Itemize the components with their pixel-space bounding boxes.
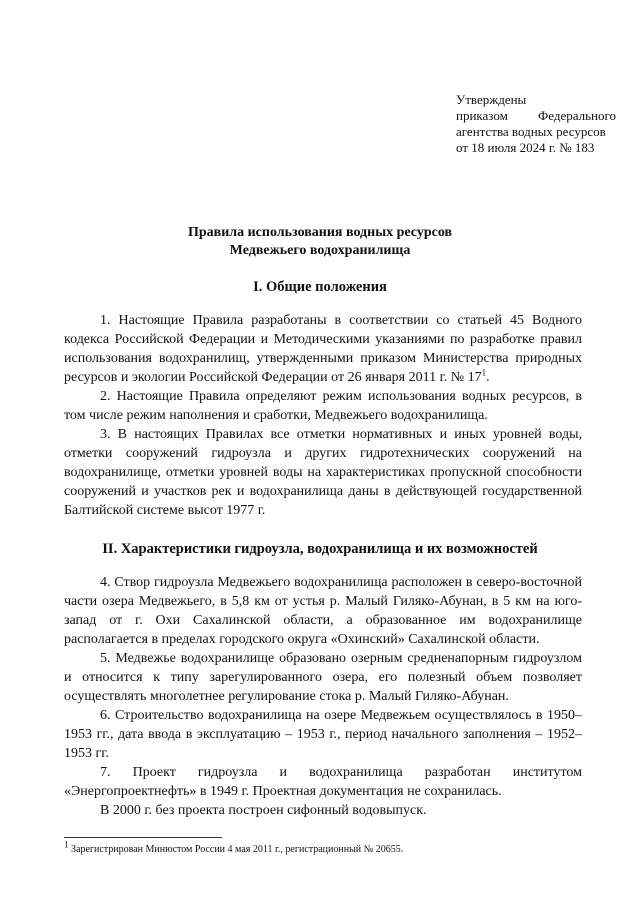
approval-line-4: от 18 июля 2024 г. № 183 [456,140,595,155]
approval-line-1: Утверждены [456,92,527,107]
footnote-mark: 1 [64,839,69,850]
document-title [60,224,580,260]
footnote-reference: 1 [481,367,487,378]
paragraph-1-text: 1. Настоящие Правила разработаны в соответствии со статьей 45 Водного кодекса Российской Федерации и Методическими указаниями по разработке правил использования водохранилищ, утвержденными приказом Министерства природных ресурсов и экологии Российской Федерации от 26 января 2011 г. № 17 [64,313,582,385]
document-title-line-1: Правила использования водных ресурсов [187,225,453,240]
paragraph-7: 7. Проект гидроузла и водохранилища разработан институтом «Энергопроектнефть» в 1949 г. Проектная документация не сохранилась. [64,765,582,799]
section-1-heading: I. Общие положения [253,279,387,295]
paragraph-6: 6. Строительство водохранилища на озере Медвежьем осуществлялось в 1950–1953 гг., дата ввода в эксплуатацию – 1953 г., период начального заполнения – 1952–1953 гг. [64,708,582,761]
paragraph-1-end: . [486,370,490,385]
section-1-body [64,311,582,520]
approval-line-2: приказом Федерального [456,108,616,123]
paragraph-8: В 2000 г. без проекта построен сифонный водовыпуск. [100,803,427,818]
paragraph-3: 3. В настоящих Правилах все отметки нормативных и иных уровней воды, отметки сооружений гидроузла и других гидротехнических сооружений на водохранилище, отметки уровней воды на характеристиках пропускной способности сооружений и участков рек и водохранилища даны в действующей государственной Балтийской системе высот 1977 г. [64,427,582,518]
footnote-text: Зарегистрирован Минюстом России 4 мая 2011 г., регистрационный № 20655. [68,844,404,855]
paragraph-5: 5. Медвежье водохранилище образовано озерным средненапорным гидроузлом и относится к типу зарегулированного озера, его полезный объем позволяет осуществлять многолетнее регулирование стока р. Малый Гиляко-Абунан. [64,651,582,704]
footnote [64,839,584,856]
section-2-heading: II. Характеристики гидроузла, водохранилища и их возможностей [102,541,538,557]
approval-line-3: агентства водных ресурсов [456,124,606,139]
approval-stamp [456,92,616,156]
paragraph-1 [64,311,582,387]
paragraph-2: 2. Настоящие Правила определяют режим использования водных ресурсов, в том числе режим наполнения и сработки, Медвежьего водохранилища. [64,389,582,423]
section-2-body [64,573,582,820]
paragraph-4: 4. Створ гидроузла Медвежьего водохранилища расположен в северо-восточной части озера Медвежьего, в 5,8 км от устья р. Малый Гиляко-Абунан, в 5 км на юго-запад от г. Охи Сахалинской области, а образованное им водохранилище располагается в пределах городского округа «Охинский» Сахалинской области. [64,575,582,647]
document-title-line-2: Медвежьего водохранилища [229,243,411,258]
footnote-separator [64,837,222,838]
